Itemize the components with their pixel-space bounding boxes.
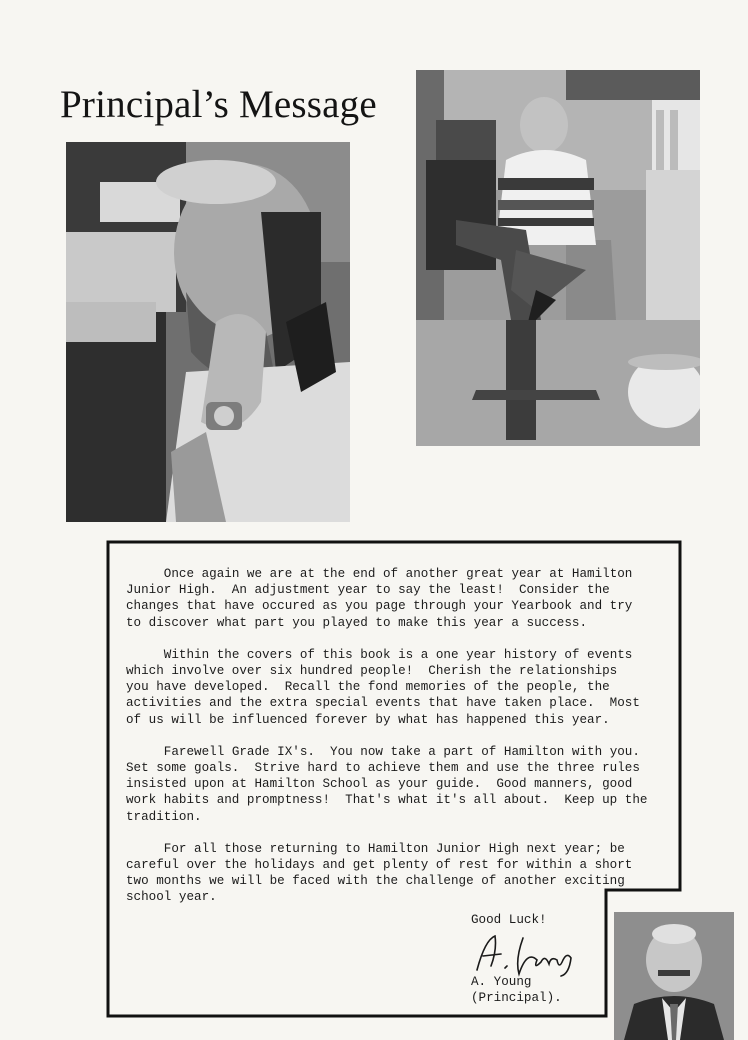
- signer-name: A. Young: [471, 975, 532, 989]
- message-paragraph: Farewell Grade IX's. You now take a part of Hamilton with you. Set some goals. Strive hard to achieve them and use the three rules insisted upon at Hamilton School as your guide. Good manners, good work habits and promptness! That's what it's all about. Keep up the tradition.: [126, 744, 648, 824]
- principal-phone-closeup-photo: [66, 142, 350, 522]
- principal-seated-office-photo: [416, 70, 700, 446]
- page-title: Principal’s Message: [60, 83, 377, 126]
- message-paragraph: Within the covers of this book is a one year history of events which involve over six hundred people! Cherish the relationships you have developed. Recall the fond memories of the people, the activities and the extra special events that have taken place. Most of us will be influenced forever by what has happened this year.: [126, 647, 640, 727]
- closing-line: Good Luck!: [471, 913, 547, 927]
- handwritten-signature: [471, 930, 581, 978]
- message-paragraph: For all those returning to Hamilton Junior High next year; be careful over the holidays and get plenty of rest for within a short two months we will be faced with the challenge of another exciting school year.: [126, 841, 633, 905]
- signer-role: (Principal).: [471, 991, 562, 1005]
- message-paragraph: Once again we are at the end of another great year at Hamilton Junior High. An adjustment year to say the least! Consider the changes that have occured as you page through your Yearbook and try to discover what part you played to make this year a success.: [126, 567, 633, 630]
- principal-portrait-photo: [614, 912, 734, 1040]
- message-body: [126, 566, 674, 922]
